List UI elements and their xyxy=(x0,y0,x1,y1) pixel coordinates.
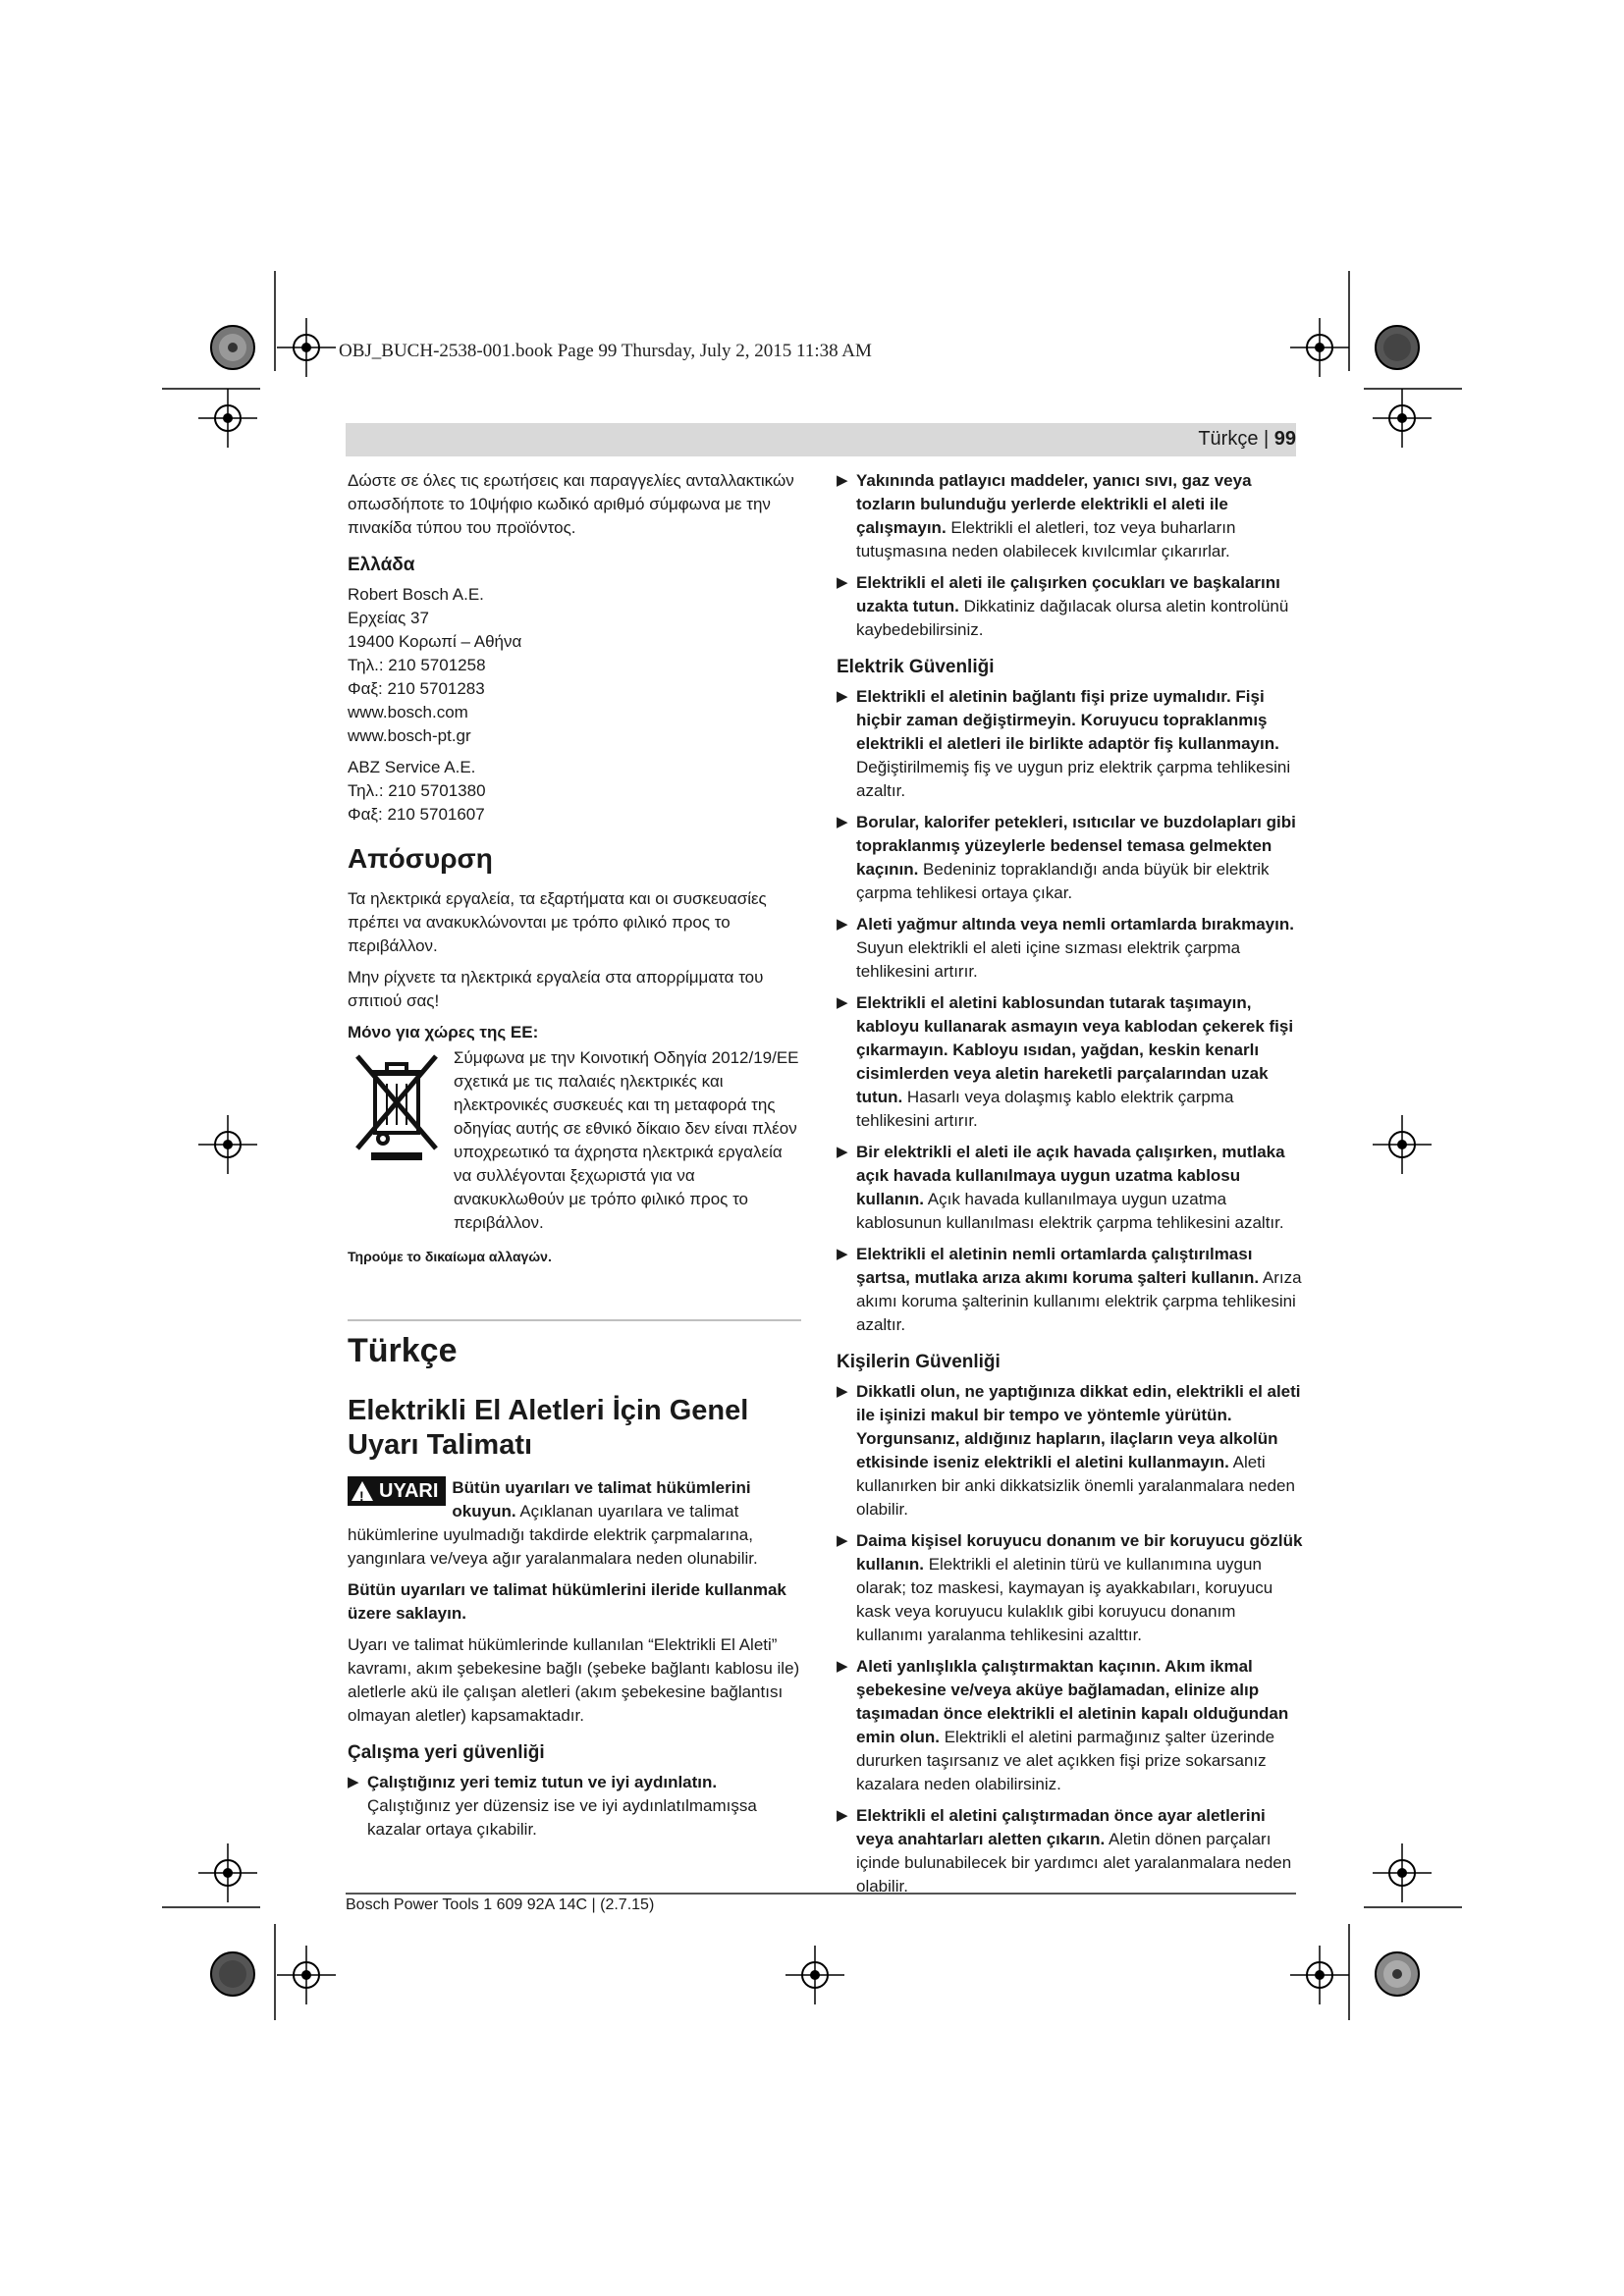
bullet-text: Aletin dönen parçaları içinde bulunabilecek bir yardımcı alet yaralanmalara neden olabilir. xyxy=(856,1830,1292,1896)
calibration-disc-icon xyxy=(1373,1949,1422,1999)
page-number: 99 xyxy=(1273,428,1296,450)
triangle-right-icon: ▶ xyxy=(837,472,848,489)
address-line: Ερχείας 37 xyxy=(348,609,429,627)
bullet-text: Aleti kullanırken bir anki dikkatsizlik önemli yaralanmalara neden olabilir. xyxy=(856,1453,1295,1519)
bullet-item xyxy=(837,1529,1306,1647)
weee-text: Σύμφωνα με την Κοινοτική Οδηγία 2012/19/ΕΕ σχετικά με τις παλαιές ηλεκτρικές και ηλεκτρονικές συσκευές και τη μεταφορά της οδηγίας αυτής σε εθνικό δίκαιο δεν είναι πλέον υποχρεωτικό τα άχρηστα ηλεκτρικά εργαλεία να συλλέγονται ξεχωριστά για να ανακυκλωθούν με τρόπο φιλικό προς το περιβάλλον. xyxy=(454,1048,799,1232)
bullet-text: Suyun elektrikli el aleti içine sızması elektrik çarpma tehlikesini artırır. xyxy=(856,938,1241,981)
calibration-disc-icon xyxy=(208,323,257,372)
disposal-heading: Απόσυρση xyxy=(348,843,493,874)
bullet-bold: Aleti yanlışlıkla çalıştırmaktan kaçının. Akım ikmal şebekesine ve/veya aküye bağlamadan, elinize alıp taşımadan önce elektrikli el aletinin kapalı olduğundan emin olun. xyxy=(856,1657,1289,1746)
bullet-text: Değiştirilmemiş fiş ve uygun priz elektrik çarpma tehlikesini azaltır. xyxy=(856,758,1291,800)
calibration-disc-icon xyxy=(1373,323,1422,372)
bullet-item xyxy=(837,811,1306,905)
bullet-item xyxy=(348,1771,801,1842)
address-line: www.bosch-pt.gr xyxy=(348,726,471,745)
bullet-bold: Bir elektrikli el aleti ile açık havada çalışırken, mutlaka açık havada kullanılmaya uygun uzatma kablosu kullanın. xyxy=(856,1143,1285,1208)
bullet-bold: Elektrikli el aletinin bağlantı fişi prize uymalıdır. Fişi hiçbir zaman değiştirmeyin. Koruyucu topraklanmış elektrikli el aletleri ile birlikte adaptör fiş kullanmayın. xyxy=(856,687,1279,753)
disposal-paragraph: Μην ρίχνετε τα ηλεκτρικά εργαλεία στα απορρίμματα του σπιτιού σας! xyxy=(348,968,764,1010)
bullet-bold: Elektrikli el aletinin nemli ortamlarda çalıştırılması şartsa, mutlaka arıza akımı koruma şalteri kullanın. xyxy=(856,1245,1260,1287)
language-heading: Türkçe xyxy=(348,1332,458,1369)
bullet-text: Hasarlı veya dolaşmış kablo elektrik çarpma tehlikesini artırır. xyxy=(856,1088,1234,1130)
registration-mark-icon xyxy=(785,1946,844,2004)
triangle-right-icon: ▶ xyxy=(837,1383,848,1400)
registration-mark-icon xyxy=(1373,1843,1432,1902)
triangle-right-icon: ▶ xyxy=(837,1144,848,1160)
registration-mark-icon xyxy=(1373,389,1432,448)
personal-safety-heading: Kişilerin Güvenliği xyxy=(837,1352,1001,1372)
bullet-item xyxy=(837,913,1306,984)
weee-block xyxy=(348,1046,801,1235)
registration-mark-icon xyxy=(277,1946,336,2004)
bullet-text: Arıza akımı koruma şalterinin kullanımı elektrik çarpma tehlikesini azaltır. xyxy=(856,1268,1302,1334)
language-divider xyxy=(348,1319,801,1321)
bullet-item xyxy=(837,991,1306,1133)
calibration-disc-icon xyxy=(208,1949,257,1999)
address-block xyxy=(348,583,801,748)
warning-triangle-icon xyxy=(352,1481,373,1501)
address-line: Φαξ: 210 5701283 xyxy=(348,679,485,698)
left-column xyxy=(348,469,801,1849)
address-line: Τηλ.: 210 5701380 xyxy=(348,781,486,800)
bullet-item xyxy=(837,685,1306,803)
bullet-text: Elektrikli el aletinin türü ve kullanımına uygun olarak; toz maskesi, kaymayan iş ayakkabıları, koruyucu kask veya koruyucu kulaklık gibi koruyucu donanım kullanımı yaralanma tehlikesini azalttır. xyxy=(856,1555,1273,1644)
bullet-bold: Dikkatli olun, ne yaptığınıza dikkat edin, elektrikli el aleti ile işinizi makul bir tempo ve yöntemle yürütün. Yorgunsanız, aldığınız hapların, ilaçların veya alkolün etkisinde iseniz elektrikli el aletini kullanmayın. xyxy=(856,1382,1301,1471)
bullet-item xyxy=(837,1804,1306,1898)
bullet-item xyxy=(837,1655,1306,1796)
warning-paragraph xyxy=(348,1476,801,1571)
bullet-item xyxy=(837,1380,1306,1522)
bullet-bold: Elektrikli el aletini kablosundan tutarak taşımayın, kabloyu kullanarak asmayın veya kablodan çekerek fişi çıkarmayın. Kabloyu ısıdan, yağdan, keskin kenarlı cisimlerden veya aletin hareketli parçalarından uzak tutun. xyxy=(856,993,1294,1106)
bullet-text: Bedeniniz topraklandığı anda büyük bir elektrik çarpma tehlikesi ortaya çıkar. xyxy=(856,860,1270,902)
address-line: Φαξ: 210 5701607 xyxy=(348,805,485,824)
electrical-safety-heading: Elektrik Güvenliği xyxy=(837,657,995,677)
bullet-bold: Elektrikli el aletini çalıştırmadan önce ayar aletlerini veya anahtarları aletten çıkarın. xyxy=(856,1806,1266,1848)
bullet-item xyxy=(837,1243,1306,1337)
running-head xyxy=(1198,428,1296,451)
bullet-text: Çalıştığınız yer düzensiz ise ve iyi aydınlatılmamışsa kazalar ortaya çıkabilir. xyxy=(367,1796,757,1839)
print-slug: OBJ_BUCH-2538-001.book Page 99 Thursday, July 2, 2015 11:38 AM xyxy=(339,341,872,361)
triangle-right-icon: ▶ xyxy=(837,574,848,591)
address-line: Τηλ.: 210 5701258 xyxy=(348,656,486,674)
bullet-bold: Elektrikli el aleti ile çalışırken çocukları ve başkalarını uzakta tutun. xyxy=(856,573,1280,615)
address-line: Robert Bosch A.E. xyxy=(348,585,484,604)
triangle-right-icon: ▶ xyxy=(837,814,848,830)
disposal-paragraph: Τα ηλεκτρικά εργαλεία, τα εξαρτήματα και οι συσκευασίες πρέπει να ανακυκλώνονται με τρόπο φιλικό προς το περιβάλλον. xyxy=(348,889,767,955)
country-heading: Ελλάδα xyxy=(348,555,415,575)
bullet-item xyxy=(837,571,1306,642)
crossed-bin-icon xyxy=(348,1046,446,1164)
address-line: 19400 Κορωπί – Αθήνα xyxy=(348,632,522,651)
triangle-right-icon: ▶ xyxy=(837,1532,848,1549)
address-line: www.bosch.com xyxy=(348,703,468,721)
header-bar xyxy=(346,423,1296,456)
intro-paragraph: Δώστε σε όλες τις ερωτήσεις και παραγγελίες ανταλλακτικών οπωσδήποτε το 10ψήφιο κωδικό αριθμό σύμφωνα με την πινακίδα τύπου του προϊόντος. xyxy=(348,471,794,537)
bullet-text: Dikkatiniz dağılacak olursa aletin kontrolünü kaybedebilirsiniz. xyxy=(856,597,1289,639)
bullet-text: Elektrikli el aletini parmağınız şalter üzerinde dururken taşırsanız ve alet açıkken fişi prize sokarsanız kazalara neden olabilirsiniz. xyxy=(856,1728,1275,1793)
registration-mark-icon xyxy=(198,1843,257,1902)
term-definition: Uyarı ve talimat hükümlerinde kullanılan “Elektrikli El Aleti” kavramı, akım şebekesine bağlı (şebeke bağlantı kablosu ile) aletlerle akü ile çalışan aletleri (akım şebekesine bağlantısı olmayan aletler) kapsamaktadır. xyxy=(348,1635,800,1725)
footer-rule xyxy=(346,1893,1296,1895)
warning-bold-text: Bütün uyarıları ve talimat hükümlerini okuyun. xyxy=(452,1478,751,1521)
warning-badge xyxy=(348,1476,446,1506)
rights-note: Τηρούμε το δικαίωμα αλλαγών. xyxy=(348,1249,552,1264)
registration-mark-icon xyxy=(198,389,257,448)
service-address-block xyxy=(348,756,801,827)
registration-mark-icon xyxy=(1373,1115,1432,1174)
triangle-right-icon: ▶ xyxy=(837,994,848,1011)
bullet-bold: Çalıştığınız yeri temiz tutun ve iyi aydınlatın. xyxy=(367,1773,718,1791)
triangle-right-icon: ▶ xyxy=(348,1774,359,1790)
bullet-bold: Daima kişisel koruyucu donanım ve bir koruyucu gözlük kullanın. xyxy=(856,1531,1303,1574)
bullet-text: Açık havada kullanılmaya uygun uzatma kablosunun kullanılması elektrik çarpma tehlikesini azaltır. xyxy=(856,1190,1284,1232)
registration-mark-icon xyxy=(1290,318,1349,377)
triangle-right-icon: ▶ xyxy=(837,916,848,933)
registration-mark-icon xyxy=(1290,1946,1349,2004)
triangle-right-icon: ▶ xyxy=(837,1807,848,1824)
bullet-item xyxy=(837,1141,1306,1235)
right-column xyxy=(837,469,1306,1906)
running-head-section: Türkçe | xyxy=(1198,428,1270,450)
address-line: ABZ Service A.E. xyxy=(348,758,476,776)
footer-text: Bosch Power Tools 1 609 92A 14C | (2.7.15) xyxy=(346,1896,655,1913)
warnings-heading: Elektrikli El Aletleri İçin Genel Uyarı Talimatı xyxy=(348,1395,749,1461)
bullet-bold: Yakınında patlayıcı maddeler, yanıcı sıvı, gaz veya tozların bulunduğu yerlerde elektrikli el aleti ile çalışmayın. xyxy=(856,471,1252,537)
registration-mark-icon xyxy=(198,1115,257,1174)
eu-only-label: Μόνο για χώρες της ΕΕ: xyxy=(348,1023,539,1041)
bullet-item xyxy=(837,469,1306,563)
bullet-bold: Aleti yağmur altında veya nemli ortamlarda bırakmayın. xyxy=(856,915,1294,934)
warning-text: Açıklanan uyarılara ve talimat hükümlerine uyulmadığı takdirde elektrik çarpmalarına, yangınlara ve/veya ağır yaralanmalara neden olunabilir. xyxy=(348,1502,758,1568)
triangle-right-icon: ▶ xyxy=(837,1246,848,1262)
registration-mark-icon xyxy=(277,318,336,377)
warning-badge-label: UYARI xyxy=(379,1480,439,1502)
bullet-bold: Borular, kalorifer petekleri, ısıtıcılar ve buzdolapları gibi topraklanmış yüzeylerle bedensel temasa gelmekten kaçının. xyxy=(856,813,1296,879)
keep-instructions: Bütün uyarıları ve talimat hükümlerini ileride kullanmak üzere saklayın. xyxy=(348,1580,786,1623)
triangle-right-icon: ▶ xyxy=(837,688,848,705)
bullet-text: Elektrikli el aletleri, toz veya buharların tutuşmasına neden olabilecek kıvılcımlar çıkarırlar. xyxy=(856,518,1236,561)
triangle-right-icon: ▶ xyxy=(837,1658,848,1675)
workplace-heading: Çalışma yeri güvenliği xyxy=(348,1742,545,1763)
